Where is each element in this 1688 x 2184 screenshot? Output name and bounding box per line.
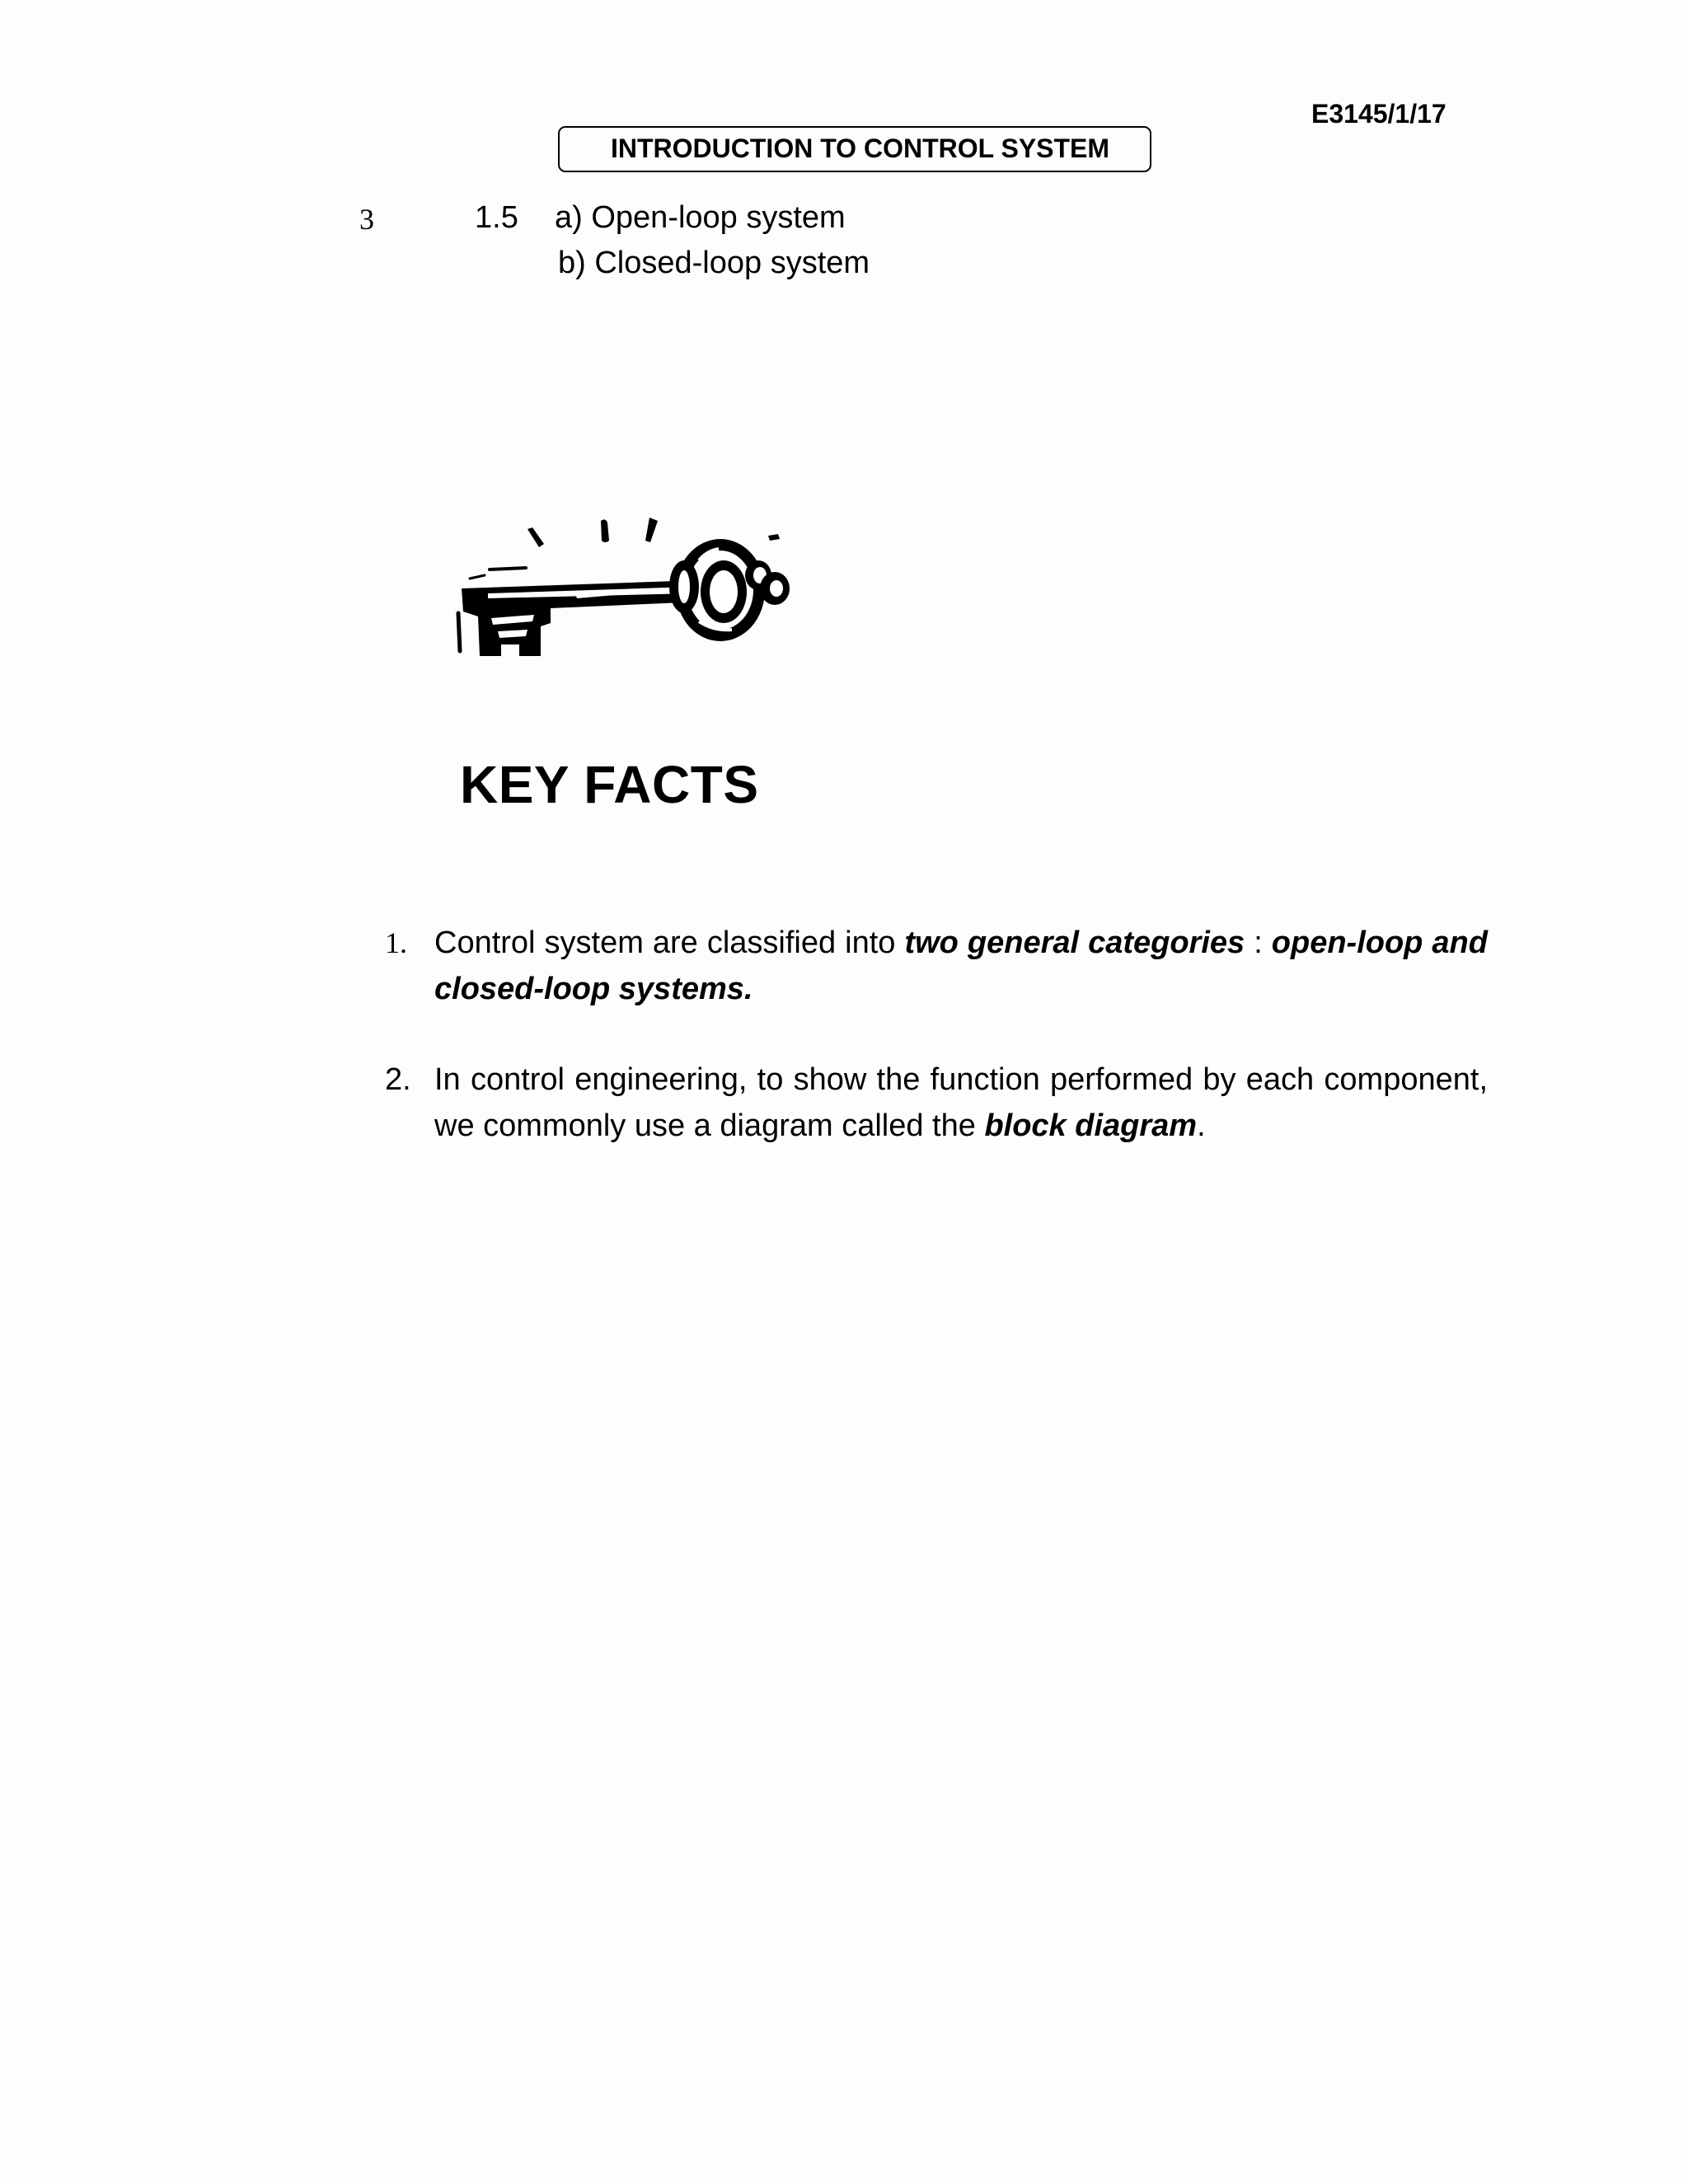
key-fact-text: .: [1197, 1108, 1206, 1143]
chapter-title: INTRODUCTION TO CONTROL SYSTEM: [611, 134, 1110, 163]
key-fact-number: 2.: [385, 1062, 411, 1097]
list-item-open-loop: a) Open-loop system: [555, 200, 846, 235]
key-icon: [452, 511, 811, 666]
section-number: 1.5: [475, 200, 518, 235]
key-facts-heading: KEY FACTS: [460, 755, 759, 814]
key-fact-emphasis: two general categories: [904, 926, 1245, 960]
key-fact-emphasis: block diagram: [984, 1108, 1198, 1143]
key-fact-emphasis: open-loop and closed-loop systems.: [434, 926, 1488, 1006]
page-number: 3: [359, 203, 374, 236]
key-fact-2: [385, 1057, 1488, 1149]
document-code: E3145/1/17: [1311, 99, 1447, 129]
list-item-closed-loop: b) Closed-loop system: [558, 246, 870, 280]
key-fact-number: 1.: [385, 926, 407, 959]
key-fact-text: In control engineering, to show the function performed by each component, we commonly use a diagram called the: [434, 1062, 1488, 1143]
chapter-title-box: [558, 126, 1151, 172]
key-fact-text: :: [1245, 926, 1272, 960]
key-fact-text: Control system are classified into: [434, 926, 905, 960]
key-fact-1: [385, 920, 1488, 1012]
